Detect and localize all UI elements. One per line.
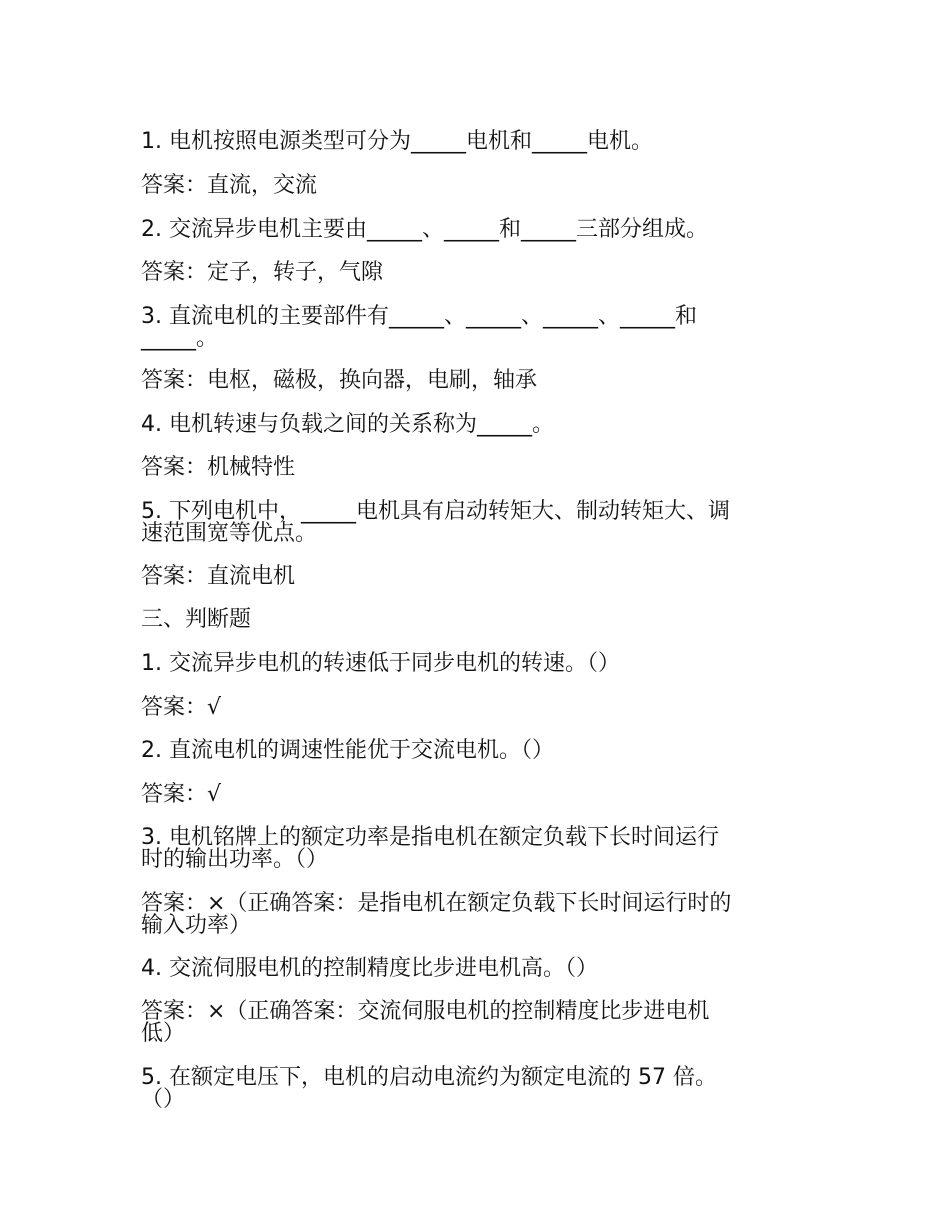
tf-question-5-line-2: （）	[141, 1087, 186, 1112]
tf-question-4: 4. 交流伺服电机的控制精度比步进电机高。（）	[141, 956, 598, 981]
tf-answer-2: 答案：√	[141, 782, 222, 807]
question-5-line-1: 5. 下列电机中，_____电机具有启动转矩大、制动转矩大、调	[141, 499, 730, 524]
section-heading-true-false: 三、判断题	[141, 607, 252, 632]
tf-question-3-line-2: 时的输出功率。（）	[141, 847, 329, 872]
tf-question-3-line-1: 3. 电机铭牌上的额定功率是指电机在额定负载下长时间运行	[141, 825, 719, 850]
question-5-line-2: 速范围宽等优点。	[141, 521, 318, 546]
answer-3: 答案：电枢，磁极，换向器，电刷，轴承	[141, 368, 538, 393]
question-3-line-1: 3. 直流电机的主要部件有_____、_____、_____、_____和	[141, 304, 697, 329]
question-2: 2. 交流异步电机主要由_____、_____和_____三部分组成。	[141, 217, 708, 242]
answer-1: 答案：直流，交流	[141, 173, 318, 198]
tf-question-2: 2. 直流电机的调速性能优于交流电机。（）	[141, 738, 554, 763]
question-3-line-2: _____。	[141, 326, 219, 351]
tf-answer-3-line-2: 输入功率）	[141, 913, 252, 938]
tf-question-1: 1. 交流异步电机的转速低于同步电机的转速。（）	[141, 651, 620, 676]
answer-5: 答案：直流电机	[141, 564, 296, 589]
tf-answer-3-line-1: 答案：×（正确答案：是指电机在额定负载下长时间运行时的	[141, 891, 732, 916]
answer-2: 答案：定子，转子，气隙	[141, 260, 384, 285]
question-4: 4. 电机转速与负载之间的关系称为_____。	[141, 412, 554, 437]
tf-answer-4-line-1: 答案：×（正确答案：交流伺服电机的控制精度比步进电机	[141, 999, 710, 1024]
answer-4: 答案：机械特性	[141, 455, 296, 480]
tf-answer-1: 答案：√	[141, 695, 222, 720]
tf-answer-4-line-2: 低）	[141, 1021, 186, 1046]
tf-question-5-line-1: 5. 在额定电压下，电机的启动电流约为额定电流的 57 倍。	[141, 1065, 717, 1090]
question-1: 1. 电机按照电源类型可分为_____电机和_____电机。	[141, 129, 653, 154]
